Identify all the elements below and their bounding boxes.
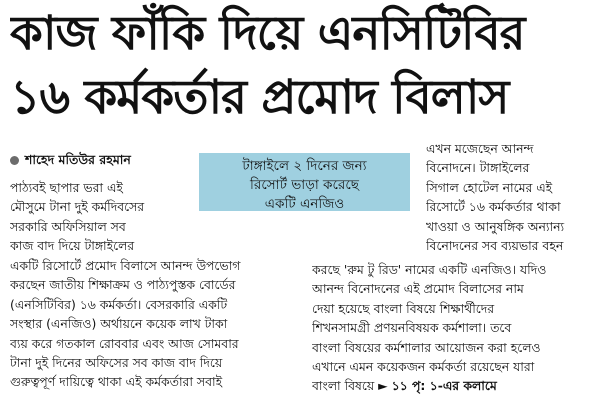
text-line: সিগাল হোটেল নামের এই	[426, 179, 553, 195]
continuation-ref[interactable]: ১১ পৃ: ১-এর কলামে	[391, 378, 497, 394]
right-column-top	[426, 139, 607, 255]
text-line: মৌসুমে টানা দুই কর্মদিবসের	[10, 199, 145, 215]
left-column-top	[10, 178, 196, 256]
text-line: বাংলা বিষয়ের কর্মশালার আয়োজন করা হলেও	[312, 339, 541, 355]
byline-author: শাহেদ মতিউর রহমান	[25, 152, 131, 167]
text-line: আনন্দ বিনোদনের এই প্রমোদ বিলাসের নাম	[312, 281, 524, 297]
text-line: টানা দুই দিনের অফিসের সব কাজ বাদ দিয়ে	[10, 354, 223, 370]
text-line: কাজ বাদ দিয়ে টাঙ্গাইলের	[10, 238, 135, 254]
continuation-line	[312, 376, 607, 395]
left-column-bottom	[10, 256, 306, 392]
byline	[10, 152, 131, 172]
headline-line-1: কাজ ফাঁকি দিয়ে এনসিটিবির	[10, 6, 525, 61]
text-line: করছেন জাতীয় শিক্ষাক্রম ও পাঠ্যপুস্তক বোর্ডের	[10, 277, 236, 293]
text-line: বিনোদনে। টাঙ্গাইলের	[426, 160, 530, 176]
text-line: শিখনসামগ্রী প্রণয়নবিষয়ক কর্মশালা। তবে	[312, 320, 512, 336]
text-line: দেয়া হয়েছে বাংলা বিষয়ে শিক্ষার্থীদের	[312, 300, 495, 316]
text-line: পাঠ্যবই ছাপার ভরা এই	[10, 180, 123, 195]
continuation-prefix: বাংলা বিষয়ে	[312, 378, 375, 394]
pullquote-line-2: রিসোর্ট ভাড়া করেছে	[250, 177, 359, 193]
text-line: গুরুত্বপূর্ণ দায়িত্বে থাকা এই কর্মকর্তারা সবাই	[10, 374, 223, 390]
pullquote-line-1: টাঙ্গাইলে ২ দিনের জন্য	[242, 158, 367, 174]
text-line: (এনসিটিবির) ১৬ কর্মকর্তা। বেসরকারি একটি	[10, 296, 228, 312]
text-line: এখানে এমন কয়েকজন কর্মকর্তা রয়েছেন যারা	[312, 358, 535, 374]
text-line: সরকারি অফিসিয়াল সব	[10, 218, 126, 234]
arrow-right-icon: ►	[378, 378, 388, 394]
text-line: এখন মজেছেন আনন্দ	[426, 141, 534, 156]
right-column-bottom	[312, 260, 607, 396]
text-line: করছে 'রুম টু রিড' নামের একটি এনজিও। যদিও	[312, 262, 547, 277]
text-line: একটি রিসোর্টে প্রমোদ বিলাসে আনন্দ উপভোগ	[10, 258, 241, 273]
text-line: বিনোদনের সব ব্যয়ভার বহন	[426, 237, 564, 253]
bullet-icon	[10, 156, 19, 165]
headline-line-2: ১৬ কর্মকর্তার প্রমোদ বিলাস	[10, 70, 509, 125]
text-line: ব্যয় করে গতকাল রোববার এবং আজ সোমবার	[10, 335, 239, 351]
text-line: খাওয়া ও আনুষঙ্গিক অন্যান্য	[426, 218, 565, 234]
text-line: সংস্থার (এনজিও) অর্থায়নে কয়েক লাখ টাকা	[10, 316, 228, 332]
pullquote-box	[199, 153, 410, 211]
text-line: রিসোর্টে ১৬ কর্মকর্তার থাকা	[426, 199, 561, 215]
pullquote-line-3: একটি এনজিও	[264, 196, 345, 211]
headline	[10, 2, 605, 130]
